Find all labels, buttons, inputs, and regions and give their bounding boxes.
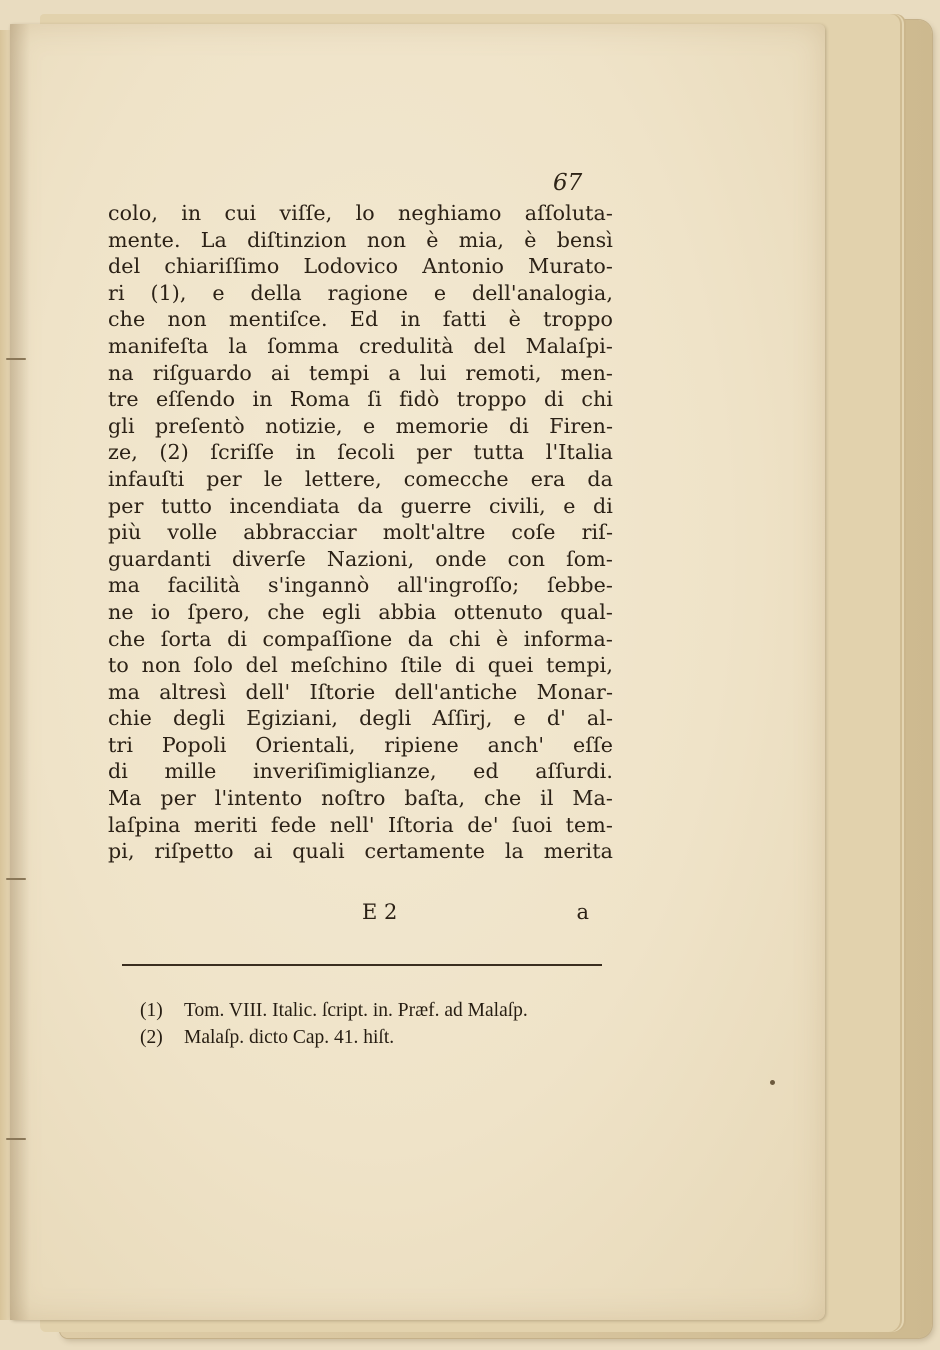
text-line: ze, (2) ſcriſſe in ſecoli per tutta l'Italia [108,440,613,465]
text-line: pi, riſpetto ai quali certamente la merita [108,839,613,864]
text-line: guardanti diverſe Nazioni, onde con ſom- [108,546,613,571]
binding-stitch [6,1138,26,1140]
ink-spot [770,1080,775,1085]
text-line: che non mentiſce. Ed in fatti è troppo [108,307,613,332]
footnote-mark: (1) [140,1000,163,1021]
text-line: tre eſſendo in Roma ſi fidò troppo di chi [108,387,613,412]
text-line: ne io ſpero, che egli abbia ottenuto qual- [108,599,613,624]
text-line: na riſguardo ai tempi a lui remoti, men- [108,360,613,385]
text-line: più volle abbracciar molt'altre coſe riſ- [108,520,613,545]
footnote-mark: (2) [140,1027,163,1048]
footnote-rule [122,964,602,966]
text-line: colo, in cui viſſe, lo neghiamo aſſoluta- [108,201,613,225]
text-line: che ſorta di compaſſione da chi è informa- [108,626,613,651]
catchword: a [576,900,589,924]
page-number: 67 [553,170,583,196]
footnote [140,997,615,1024]
footnote [140,1024,615,1051]
gutter-shadow [10,24,30,1320]
text-line: infauſti per le lettere, comecche era da [108,466,613,491]
footnote-text: Tom. VIII. Italic. ſcript. in. Præf. ad Malaſp. [184,1000,528,1021]
footnotes [140,997,615,1051]
text-line: gli preſentò notizie, e memorie di Firen- [108,413,613,438]
text-line: laſpina meriti fede nell' Iſtoria de' ſuoi tem- [108,812,613,837]
text-line: manifeſta la ſomma credulità del Malaſpi- [108,333,613,358]
signature-line [108,900,613,930]
text-line: chie degli Egiziani, degli Aſſirj, e d' al- [108,706,613,731]
text-line: per tutto incendiata da guerre civili, e di [108,493,613,518]
text-line: Ma per l'intento noſtro baſta, che il Ma- [108,786,613,811]
binding-stitch [6,878,26,880]
text-line: mente. La diſtinzion non è mia, è bensì [108,227,613,252]
text-line: di mille inveriſimiglianze, ed aſſurdi. [108,759,613,784]
text-line: del chiariſſimo Lodovico Antonio Murato- [108,254,613,279]
text-line: to non ſolo del meſchino ſtile di quei tempi, [108,653,613,678]
text-line: ma facilità s'ingannò all'ingroſſo; ſebbe- [108,573,613,598]
binding-stitch [6,358,26,360]
text-line: tri Popoli Orientali, ripiene anch' eſſe [108,732,613,757]
body-text [108,200,613,865]
footnote-text: Malaſp. dicto Cap. 41. hiſt. [184,1027,395,1048]
text-line: ma altresì dell' Iſtorie dell'antiche Monar- [108,679,613,704]
text-line: ri (1), e della ragione e dell'analogia, [108,280,613,305]
signature-mark: E 2 [362,900,398,924]
